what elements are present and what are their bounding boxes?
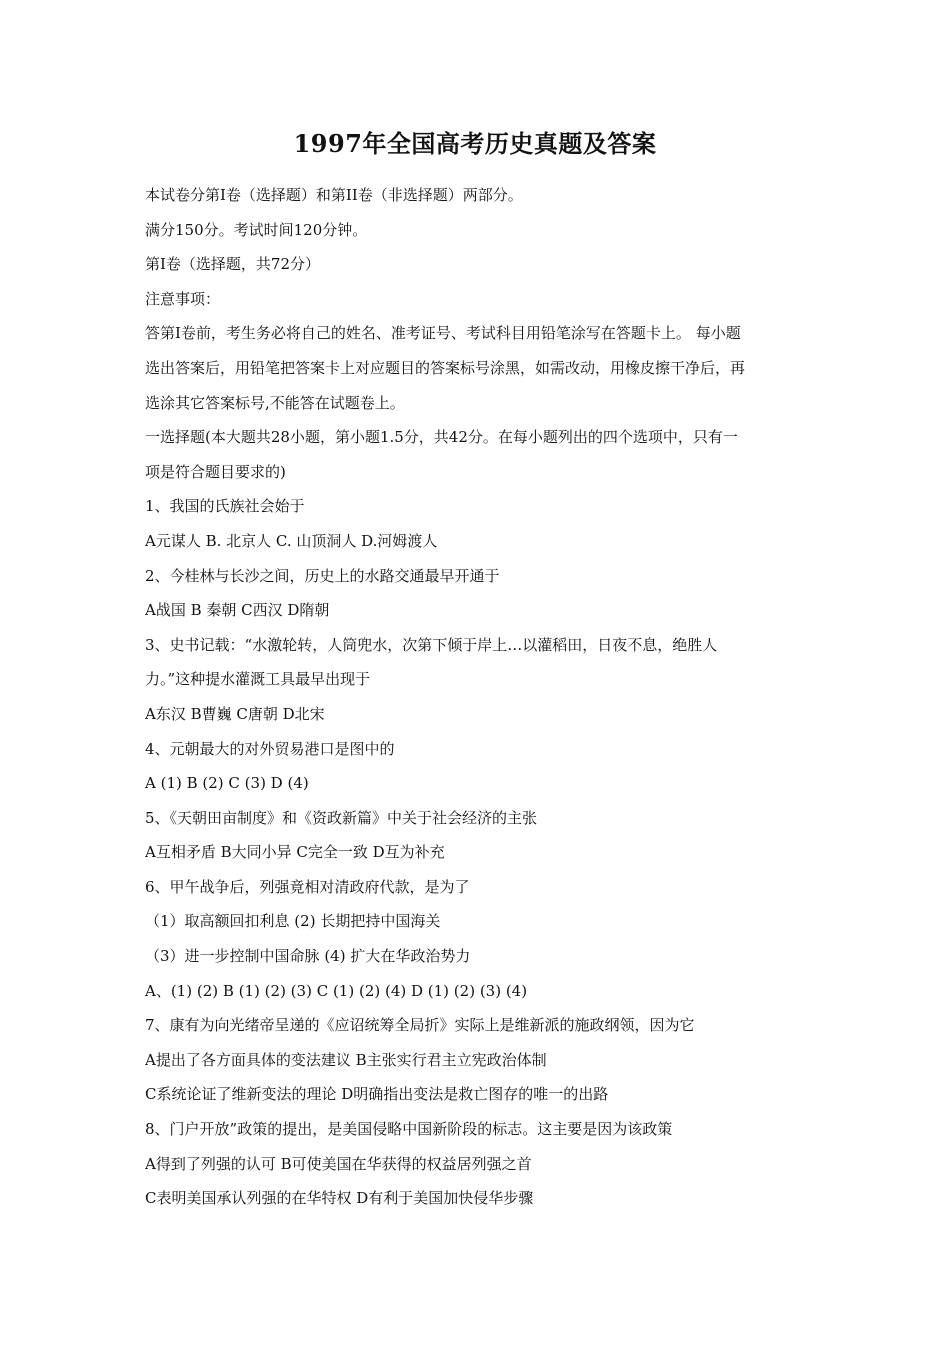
- document-body: [145, 178, 810, 1216]
- intro-line-structure: 本试卷分第Ⅰ卷（选择题）和第II卷（非选择题）两部分。: [145, 186, 523, 204]
- section-heading-part-one: 第Ⅰ卷（选择题，共72分）: [145, 255, 321, 274]
- question-8: 8、门户开放”政策的提出，是美国侵略中国新阶段的标志。这主要是因为该政策: [145, 1120, 673, 1139]
- question-7-options-line-2: C系统论证了维新变法的理论 D明确指出变法是救亡图存的唯一的出路: [145, 1085, 609, 1104]
- question-8-options-line-2: C表明美国承认列强的在华特权 D有利于美国加快侵华步骤: [145, 1189, 534, 1208]
- notice-line-2: 选出答案后，用铅笔把答案卡上对应题目的答案标号涂黑，如需改动，用橡皮擦干净后，再: [145, 358, 746, 377]
- question-1: 1、我国的氏族社会始于: [145, 497, 305, 516]
- question-3-options: A东汉 B曹巍 C唐朝 D北宋: [145, 704, 325, 723]
- instructions-line-2: 项是符合题目要求的): [145, 462, 286, 481]
- notice-line-3: 选涂其它答案标号,不能答在试题卷上。: [145, 393, 405, 412]
- document-title: 1997年全国高考历史真题及答案: [293, 129, 657, 158]
- question-6-options: A、(1) (2) B (1) (2) (3) C (1) (2) (4) D (1) (2) (3) (4): [145, 981, 528, 1000]
- question-7-options-line-1: A提出了各方面具体的变法建议 B主张实行君主立宪政治体制: [145, 1050, 547, 1069]
- question-7: 7、康有为向光绪帝呈递的《应诏统筹全局折》实际上是维新派的施政纲领，因为它: [145, 1016, 695, 1035]
- question-6: 6、甲午战争后，列强竟相对清政府代款，是为了: [145, 877, 470, 896]
- question-3-line-2: 力。”这种提水灌溉工具最早出现于: [145, 670, 371, 689]
- question-6-item-line-2: （3）进一步控制中国命脉 (4) 扩大在华政治势力: [145, 947, 471, 966]
- question-4-options: A (1) B (2) C (3) D (4): [145, 774, 309, 793]
- question-5-options: A互相矛盾 B大同小异 C完全一致 D互为补充: [145, 843, 445, 862]
- notice-line-1: 答第Ⅰ卷前，考生务必将自己的姓名、准考证号、考试科目用铅笔涂写在答题卡上。 每小题: [145, 324, 741, 343]
- question-4: 4、元朝最大的对外贸易港口是图中的: [145, 739, 395, 758]
- instructions-line-1: 一选择题(本大题共28小题，第小题1.5分，共42分。在每小题列出的四个选项中，只有一: [145, 428, 738, 447]
- question-2: 2、今桂林与长沙之间，历史上的水路交通最早开通于: [145, 566, 500, 585]
- question-2-options: A战国 B 秦朝 C西汉 D隋朝: [145, 601, 330, 620]
- question-8-options-line-1: A得到了列强的认可 B可使美国在华获得的权益居列强之首: [145, 1154, 532, 1173]
- question-1-options: A元谋人 B. 北京人 C. 山顶洞人 D.河姆渡人: [145, 531, 438, 550]
- intro-line-score-time: 满分150分。考试时间120分钟。: [145, 220, 368, 239]
- question-5: 5、《天朝田亩制度》和《资政新篇》中关于社会经济的主张: [145, 808, 538, 827]
- question-6-item-line-1: （1）取高额回扣利息 (2) 长期把持中国海关: [145, 912, 441, 931]
- question-3-line-1: 3、史书记载：“水激轮转，人筒兜水，次第下倾于岸上…以灌稻田，日夜不息，绝胜人: [145, 635, 718, 654]
- notice-heading: 注意事项：: [145, 289, 221, 308]
